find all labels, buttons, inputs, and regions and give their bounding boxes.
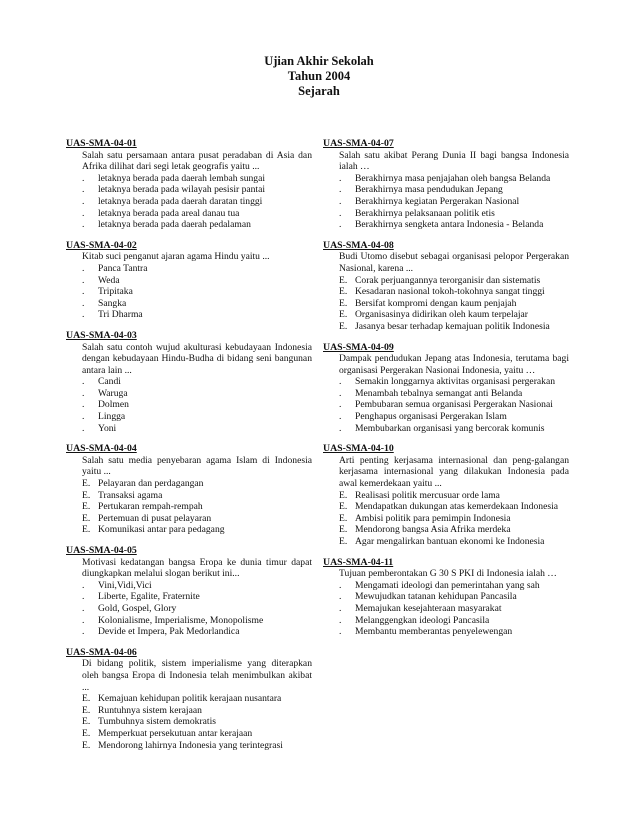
answer-option: [82, 501, 312, 513]
option-text: Weda: [98, 274, 120, 286]
question-id: UAS-SMA-04-07: [323, 138, 394, 149]
option-text: Pertemuan di pusat pelayaran: [98, 512, 212, 524]
answer-options: [323, 376, 569, 434]
question-text: Di bidang politik, sistem imperialisme yang diterapkan oleh bangsa Eropa di Indonesia telah menimbulkan akibat ...: [82, 658, 312, 693]
answer-options: [66, 376, 312, 434]
option-text: Melanggengkan ideologi Pancasila: [355, 614, 490, 626]
option-marker: .: [339, 626, 342, 638]
answer-option: [82, 184, 312, 196]
option-marker: E.: [339, 512, 348, 524]
answer-option: [339, 411, 569, 423]
answer-option: [82, 219, 312, 231]
question-id: UAS-SMA-04-03: [66, 329, 137, 341]
option-marker: .: [339, 422, 342, 434]
question-block: [323, 342, 569, 435]
answer-option: [339, 603, 569, 615]
question-id: UAS-SMA-04-09: [323, 341, 394, 353]
answer-option: [339, 536, 569, 548]
option-text: Ambisi politik para pemimpin Indonesia: [355, 512, 511, 524]
question-text: Motivasi kedatangan bangsa Eropa ke dunia timur dapat diungkapkan melalui slogan berikut ini...: [82, 556, 312, 580]
option-marker: E.: [339, 274, 348, 286]
option-marker: .: [339, 184, 342, 196]
question-block: [323, 557, 569, 638]
answer-option: [82, 524, 312, 536]
option-marker: .: [82, 207, 85, 219]
option-text: Berakhirnya kegiatan Pergerakan Nasional: [355, 195, 520, 207]
option-marker: .: [82, 274, 85, 286]
answer-option: [82, 591, 312, 603]
answer-option: [82, 263, 312, 275]
option-marker: .: [82, 172, 85, 184]
option-text: Pelayaran dan perdagangan: [98, 478, 204, 490]
option-marker: E.: [82, 524, 91, 536]
option-text: Waruga: [98, 387, 128, 399]
question-text: Kitab suci penganut ajaran agama Hindu yaitu ...: [82, 251, 270, 263]
answer-option: [82, 626, 312, 638]
option-marker: .: [82, 309, 85, 321]
answer-option: [82, 580, 312, 592]
option-text: Panca Tantra: [98, 262, 148, 274]
option-text: Devide et Impera, Pak Medorlandica: [98, 626, 240, 638]
answer-option: [82, 376, 312, 388]
answer-option: [82, 196, 312, 208]
exam-header: [0, 54, 638, 99]
option-marker: .: [339, 614, 342, 626]
answer-option: [339, 524, 569, 536]
answer-option: [339, 208, 569, 220]
option-text: Tripitaka: [98, 286, 133, 298]
answer-option: [339, 615, 569, 627]
option-marker: .: [82, 602, 85, 614]
option-marker: .: [339, 207, 342, 219]
option-text: Mendapatkan dukungan atas kemerdekaan Indonesia: [355, 501, 558, 513]
option-text: Berakhirnya masa pendudukan Jepang: [355, 184, 503, 196]
answer-options: [66, 693, 312, 751]
option-marker: .: [339, 387, 342, 399]
question-text: Salah satu akibat Perang Dunia II bagi bangsa Indonesia ialah …: [339, 149, 569, 173]
option-text: Liberte, Egalite, Fraternite: [98, 591, 200, 603]
option-text: Kesadaran nasional tokoh-tokohnya sangat tinggi: [355, 286, 545, 298]
option-text: Kolonialisme, Imperialisme, Monopolisme: [98, 614, 264, 626]
question-id: UAS-SMA-04-02: [66, 239, 137, 251]
question-id: UAS-SMA-04-04: [66, 443, 137, 455]
option-text: Tri Dharma: [98, 309, 143, 321]
option-marker: E.: [339, 309, 348, 321]
answer-options: [323, 173, 569, 231]
option-text: Menambah tebalnya semangat anti Belanda: [355, 387, 523, 399]
option-marker: .: [82, 591, 85, 603]
option-text: Transaksi agama: [98, 489, 163, 501]
question-block: [66, 443, 312, 536]
option-text: Membantu memberantas penyelewengan: [355, 626, 513, 638]
option-marker: .: [82, 411, 85, 423]
option-marker: E.: [339, 297, 348, 309]
option-marker: E.: [339, 320, 348, 332]
answer-option: [339, 321, 569, 333]
option-marker: .: [339, 399, 342, 411]
right-column: [323, 138, 569, 647]
answer-options: [323, 580, 569, 638]
option-text: Tumbuhnya sistem demokratis: [98, 716, 216, 728]
option-marker: .: [82, 422, 85, 434]
option-marker: .: [339, 376, 342, 388]
option-marker: .: [82, 626, 85, 638]
answer-option: [339, 423, 569, 435]
question-text: Salah satu persamaan antara pusat peradaban di Asia dan Afrika dilihat dari segi letak geografis yaitu ...: [82, 149, 312, 173]
answer-option: [339, 286, 569, 298]
option-text: Berakhirnya masa penjajahan oleh bangsa Belanda: [355, 172, 551, 184]
exam-subject: Sejarah: [298, 84, 340, 98]
option-text: Pembubaran semua organisasi Pergerakan Nasionai: [355, 399, 553, 411]
answer-option: [339, 490, 569, 502]
option-marker: .: [82, 399, 85, 411]
answer-options: [323, 490, 569, 548]
question-block: [66, 330, 312, 434]
option-text: Semakin longgarnya aktivitas organisasi pergerakan: [355, 376, 555, 388]
option-marker: E.: [82, 489, 91, 501]
question-text: Salah satu contoh wujud akulturasi kebudayaan Indonesia dengan kebudayaan Hindu-Budha di bidang seni bangunan antara lain ...: [82, 341, 312, 376]
question-id: UAS-SMA-04-06: [66, 646, 137, 658]
option-text: letaknya berada pada daerah lembah sungai: [98, 172, 266, 184]
option-text: Organisasinya didirikan oleh kaum terpelajar: [355, 309, 528, 321]
exam-title: Ujian Akhir Sekolah: [264, 54, 374, 68]
option-text: Jasanya besar terhadap kemajuan politik Indonesia: [355, 320, 550, 332]
option-marker: .: [82, 579, 85, 591]
option-marker: .: [82, 376, 85, 388]
option-text: letaknya berada pada areal danau tua: [98, 207, 240, 219]
answer-option: [339, 275, 569, 287]
answer-option: [339, 298, 569, 310]
option-marker: E.: [82, 704, 91, 716]
answer-option: [339, 399, 569, 411]
answer-option: [82, 513, 312, 525]
answer-option: [82, 208, 312, 220]
option-text: Agar mengalirkan bantuan ekonomi ke Indonesia: [355, 536, 545, 547]
question-id: UAS-SMA-04-11: [323, 556, 394, 568]
option-text: Pertukaran rempah-rempah: [98, 501, 203, 513]
option-text: Lingga: [98, 411, 126, 423]
option-marker: E.: [82, 716, 91, 728]
option-marker: E.: [82, 501, 91, 513]
question-block: [66, 647, 312, 751]
answer-option: [339, 184, 569, 196]
question-block: [323, 240, 569, 333]
answer-option: [339, 513, 569, 525]
option-text: Vini,Vidi,Vici: [98, 579, 152, 591]
option-text: Corak perjuangannya terorganisir dan sistematis: [355, 274, 541, 286]
answer-option: [82, 603, 312, 615]
option-text: Komunikasi antar para pedagang: [98, 524, 225, 536]
question-block: [66, 240, 312, 321]
option-text: Penghapus organisasi Pergerakan Islam: [355, 411, 507, 423]
option-marker: .: [339, 172, 342, 184]
option-text: Dolmen: [98, 399, 129, 411]
answer-option: [339, 219, 569, 231]
option-text: Berakhirnya sengketa antara Indonesia - Belanda: [355, 219, 544, 231]
option-marker: .: [339, 591, 342, 603]
left-column: [66, 138, 312, 760]
option-marker: E.: [82, 739, 91, 751]
answer-option: [82, 490, 312, 502]
question-text: Tujuan pemberontakan G 30 S PKI di Indonesia ialah …: [339, 568, 557, 580]
question-block: [323, 138, 569, 231]
answer-option: [82, 705, 312, 717]
option-marker: E.: [82, 478, 91, 490]
answer-option: [82, 728, 312, 740]
answer-option: [339, 501, 569, 513]
option-text: Mengamati ideologi dan pemerintahan yang sah: [355, 579, 540, 591]
question-id: UAS-SMA-04-08: [323, 239, 394, 251]
answer-option: [82, 286, 312, 298]
answer-options: [66, 173, 312, 231]
question-block: [66, 545, 312, 638]
answer-option: [82, 309, 312, 321]
question-id: UAS-SMA-04-01: [66, 138, 137, 149]
option-marker: .: [82, 195, 85, 207]
question-text: Salah satu media penyebaran agama Islam di Indonesia yaitu ...: [82, 454, 312, 478]
option-text: Mewujudkan tatanan kehidupan Pancasila: [355, 591, 517, 603]
answer-option: [339, 173, 569, 185]
option-marker: E.: [339, 501, 348, 513]
option-text: Candi: [98, 376, 121, 388]
answer-option: [82, 740, 312, 752]
option-text: Bersifat kompromi dengan kaum penjajah: [355, 297, 517, 309]
option-marker: .: [339, 602, 342, 614]
option-text: Membubarkan organisasi yang bercorak komunis: [355, 422, 545, 434]
answer-option: [339, 309, 569, 321]
question-text: Budi Utomo disebut sebagai organisasi pelopor Pergerakan Nasional, karena ...: [339, 251, 569, 274]
option-text: Gold, Gospel, Glory: [98, 602, 177, 614]
question-text: Arti penting kerjasama internasional dan peng-galangan kerjasama internasional yang dilakukan Indonesia pada awal kemerdekaan yaitu ...: [339, 454, 569, 490]
option-text: Sangka: [98, 297, 127, 309]
option-marker: .: [339, 411, 342, 423]
option-marker: E.: [339, 286, 348, 298]
option-marker: .: [339, 219, 342, 231]
answer-option: [339, 388, 569, 400]
option-marker: E.: [82, 512, 91, 524]
option-text: Mendorong bangsa Asia Afrika merdeka: [355, 524, 511, 536]
option-text: Yoni: [98, 422, 117, 434]
answer-option: [82, 423, 312, 435]
answer-option: [82, 478, 312, 490]
option-text: Realisasi politik mercusuar orde lama: [355, 489, 500, 501]
answer-option: [82, 173, 312, 185]
option-marker: .: [339, 195, 342, 207]
option-marker: .: [82, 262, 85, 274]
answer-option: [339, 580, 569, 592]
answer-options: [66, 263, 312, 321]
option-marker: .: [82, 387, 85, 399]
question-block: [66, 138, 312, 231]
answer-option: [82, 298, 312, 310]
option-text: letaknya berada pada wilayah pesisir pantai: [98, 184, 266, 196]
answer-option: [82, 693, 312, 705]
option-text: Memperkuat persekutuan antar kerajaan: [98, 727, 253, 739]
option-marker: .: [82, 184, 85, 196]
question-text: Dampak pendudukan Jepang atas Indonesia, terutama bagi organisasi Pergerakan Nasionai Indonesia, yaitu …: [339, 353, 569, 376]
option-marker: E.: [339, 524, 348, 536]
option-marker: E.: [339, 536, 348, 547]
option-marker: .: [82, 614, 85, 626]
option-text: Mendorong lahirnya Indonesia yang terintegrasi: [98, 739, 283, 751]
answer-option: [339, 196, 569, 208]
option-marker: E.: [82, 693, 91, 705]
answer-options: [323, 275, 569, 333]
option-marker: .: [82, 297, 85, 309]
answer-option: [82, 716, 312, 728]
answer-options: [66, 478, 312, 536]
option-marker: .: [82, 286, 85, 298]
option-marker: .: [82, 219, 85, 231]
option-text: Memajukan kesejahteraan masyarakat: [355, 602, 502, 614]
answer-options: [66, 580, 312, 638]
option-marker: .: [339, 579, 342, 591]
option-marker: E.: [82, 727, 91, 739]
answer-option: [82, 275, 312, 287]
answer-option: [339, 626, 569, 638]
answer-option: [82, 388, 312, 400]
option-text: letaknya berada pada daerah pedalaman: [98, 219, 251, 231]
option-text: Runtuhnya sistem kerajaan: [98, 704, 202, 716]
option-text: letaknya berada pada daerah daratan tinggi: [98, 195, 263, 207]
answer-option: [339, 376, 569, 388]
exam-year: Tahun 2004: [287, 69, 351, 83]
answer-option: [82, 399, 312, 411]
question-block: [323, 443, 569, 547]
option-text: Kemajuan kehidupan politik kerajaan nusantara: [98, 693, 282, 705]
option-text: Berakhirnya pelaksanaan politik etis: [355, 207, 495, 219]
question-id: UAS-SMA-04-10: [323, 443, 394, 455]
answer-option: [82, 615, 312, 627]
answer-option: [339, 591, 569, 603]
option-marker: E.: [339, 489, 348, 501]
answer-option: [82, 411, 312, 423]
question-id: UAS-SMA-04-05: [66, 545, 137, 556]
